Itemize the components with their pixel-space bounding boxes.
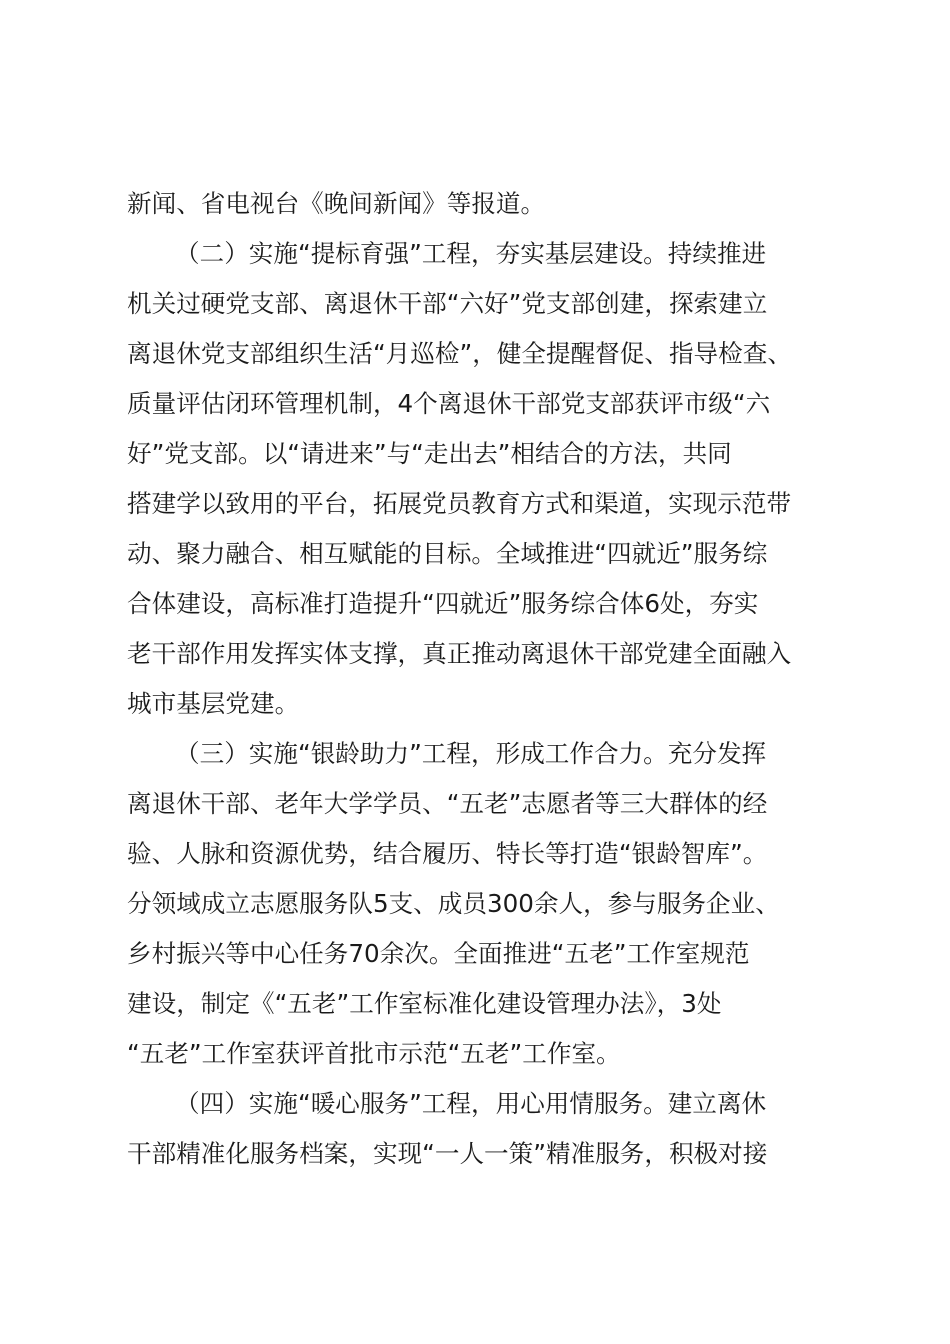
text-line: 城市基层党建。 xyxy=(127,689,300,718)
text-line: 干部精准化服务档案，实现“一人一策”精准服务，积极对接 xyxy=(127,1139,768,1168)
text-line: 合体建设，高标准打造提升“四就近”服务综合体6处，夯实 xyxy=(127,589,759,618)
text-line: 质量评估闭环管理机制，4个离退休干部党支部获评市级“六 xyxy=(127,389,771,418)
text-line: 建设，制定《“五老”工作室标准化建设管理办法》，3处 xyxy=(127,989,722,1018)
text-line: 搭建学以致用的平台，拓展党员教育方式和渠道，实现示范带 xyxy=(127,489,792,518)
text-line: 新闻、省电视台《晚间新闻》等报道。 xyxy=(127,189,546,218)
text-line: 分领域成立志愿服务队5支、成员300余人，参与服务企业、 xyxy=(127,889,780,918)
text-line: 老干部作用发挥实体支撑，真正推动离退休干部党建全面融入 xyxy=(127,639,792,668)
text-line: 动、聚力融合、相互赋能的目标。全域推进“四就近”服务综 xyxy=(127,539,768,568)
text-line: 乡村振兴等中心任务70余次。全面推进“五老”工作室规范 xyxy=(127,939,750,968)
text-line: “五老”工作室获评首批市示范“五老”工作室。 xyxy=(127,1039,621,1068)
text-line: 离退休干部、老年大学学员、“五老”志愿者等三大群体的经 xyxy=(127,789,768,818)
paragraph-heading-3: （三）实施“银龄助力”工程，形成工作合力。充分发挥 xyxy=(175,739,767,768)
paragraph-heading-4: （四）实施“暖心服务”工程，用心用情服务。建立离休 xyxy=(175,1089,767,1118)
paragraph-heading-2: （二）实施“提标育强”工程，夯实基层建设。持续推进 xyxy=(175,239,767,268)
text-line: 验、人脉和资源优势，结合履历、特长等打造“银龄智库”。 xyxy=(127,839,768,868)
text-line: 机关过硬党支部、离退休干部“六好”党支部创建，探索建立 xyxy=(127,289,768,318)
text-line: 离退休党支部组织生活“月巡检”，健全提醒督促、指导检查、 xyxy=(127,339,792,368)
text-line: 好”党支部。以“请进来”与“走出去”相结合的方法，共同 xyxy=(127,439,732,468)
